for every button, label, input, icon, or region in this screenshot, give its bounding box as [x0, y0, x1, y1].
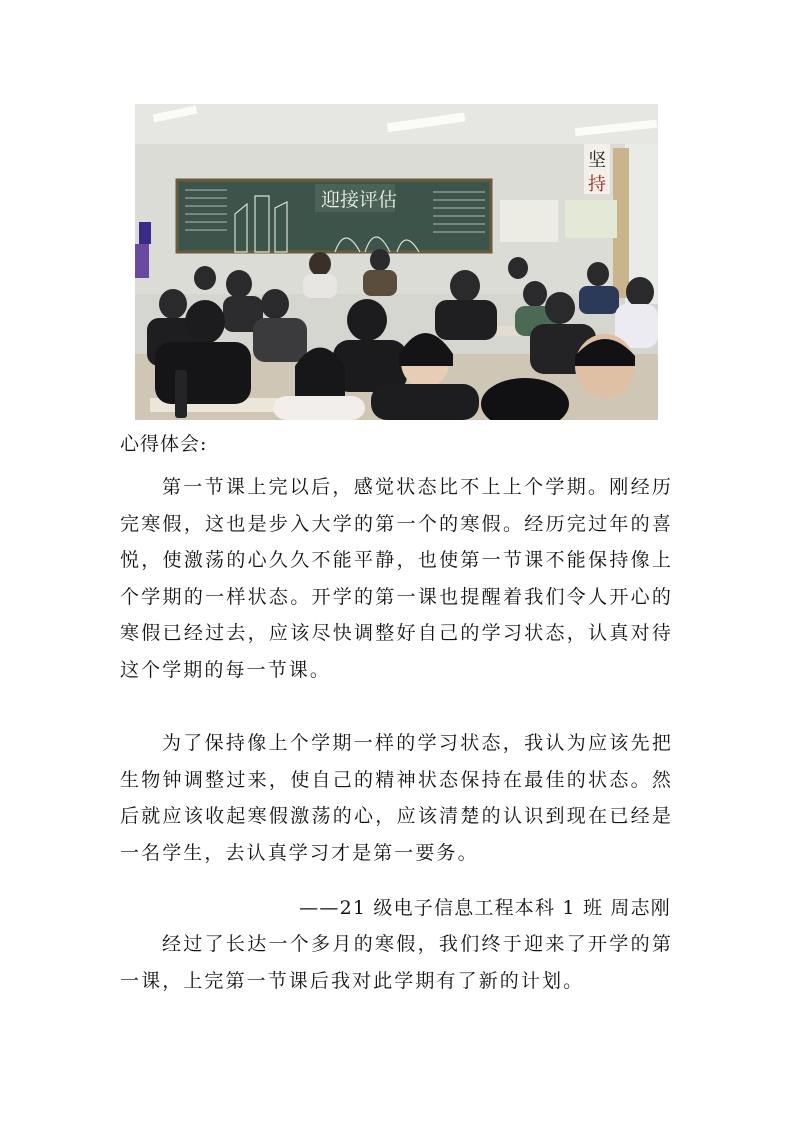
classroom-photo	[135, 104, 658, 420]
paragraph-3: 经过了长达一个多月的寒假，我们终于迎来了开学的第一课，上完第一节课后我对此学期有了新的计划。	[120, 933, 673, 992]
author-signature: ——21 级电子信息工程本科 1 班 周志刚	[299, 897, 671, 919]
board-title: 迎接评估	[321, 189, 398, 211]
paragraph-2: 为了保持像上个学期一样的学习状态，我认为应该先把生物钟调整过来，使自己的精神状态保持在最佳的状态。然后就应该收起寒假激荡的心，应该清楚的认识到现在已经是一名学生，去认真学习才是第一要务。	[120, 732, 673, 864]
wall-poster-char1: 坚	[588, 150, 606, 171]
paragraph-1: 第一节课上完以后，感觉状态比不上上个学期。刚经历完寒假，这也是步入大学的第一个的寒假。经历完过年的喜悦，使激荡的心久久不能平静，也使第一节课不能保持像上个学期的一样状态。开学的第一课也提醒着我们令人开心的寒假已经过去，应该尽快调整好自己的学习状态，认真对待这个学期的每一节课。	[120, 476, 673, 681]
wall-poster-char2: 持	[588, 174, 606, 195]
section-heading: 心得体会:	[120, 433, 208, 455]
